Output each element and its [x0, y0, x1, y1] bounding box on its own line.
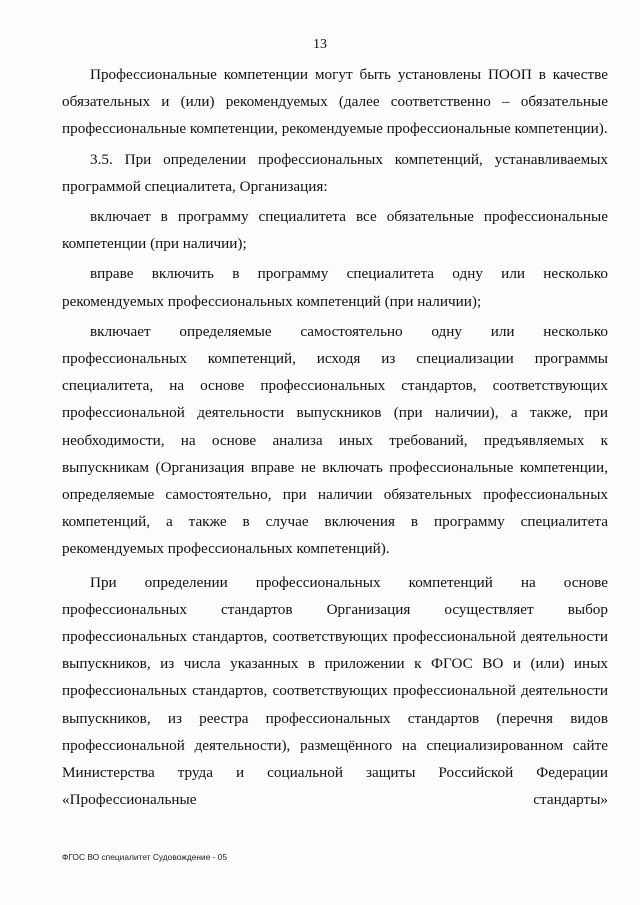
paragraph-professional-standards: При определении профессиональных компетенций на основе профессиональных стандартов Организация осуществляет выбор профессиональных стандартов, соответствующих профессиональной деятельности выпускников, из числа указанных в приложении к ФГОС ВО и (или) иных профессиональных стандартов, соответствующих профессиональной деятельности выпускников, из реестра профессиональных стандартов (перечня видов профессиональной деятельности), размещённого на специализированном сайте Министерства труда и социальной защиты Российской Федерации «Профессиональные стандарты» [62, 573, 608, 809]
body-text [62, 61, 608, 813]
paragraph-section-3-5: 3.5. При определении профессиональных компетенций, устанавливаемых программой специалитета, Организация: [62, 150, 608, 195]
paragraph-mandatory-competencies: включает в программу специалитета все обязательные профессиональные компетенции (при наличии); [62, 208, 608, 253]
paragraph-competencies-intro: Профессиональные компетенции могут быть установлены ПООП в качестве обязательных и (или) рекомендуемых (далее соответственно – обязательные профессиональные компетенции, рекомендуемые профессиональные компетенции). [62, 66, 608, 138]
paragraph-recommended-competencies: вправе включить в программу специалитета одну или несколько рекомендуемых профессиональных компетенций (при наличии); [62, 265, 608, 310]
page-number: 13 [313, 37, 327, 52]
paragraph-self-defined-competencies: включает определяемые самостоятельно одну или несколько профессиональных компетенций, исходя из специализации программы специалитета, на основе профессиональных стандартов, соответствующих профессиональной деятельности выпускников (при наличии), а также, при необходимости, на основе анализа иных требований, предъявляемых к выпускникам (Организация вправе не включать профессиональные компетенции, определяемые самостоятельно, при наличии обязательных профессиональных компетенций, а также в случае включения в программу специалитета рекомендуемых профессиональных компетенций). [62, 322, 608, 558]
page-footer: ФГОС ВО специалитет Судовождение - 05 [62, 852, 228, 862]
